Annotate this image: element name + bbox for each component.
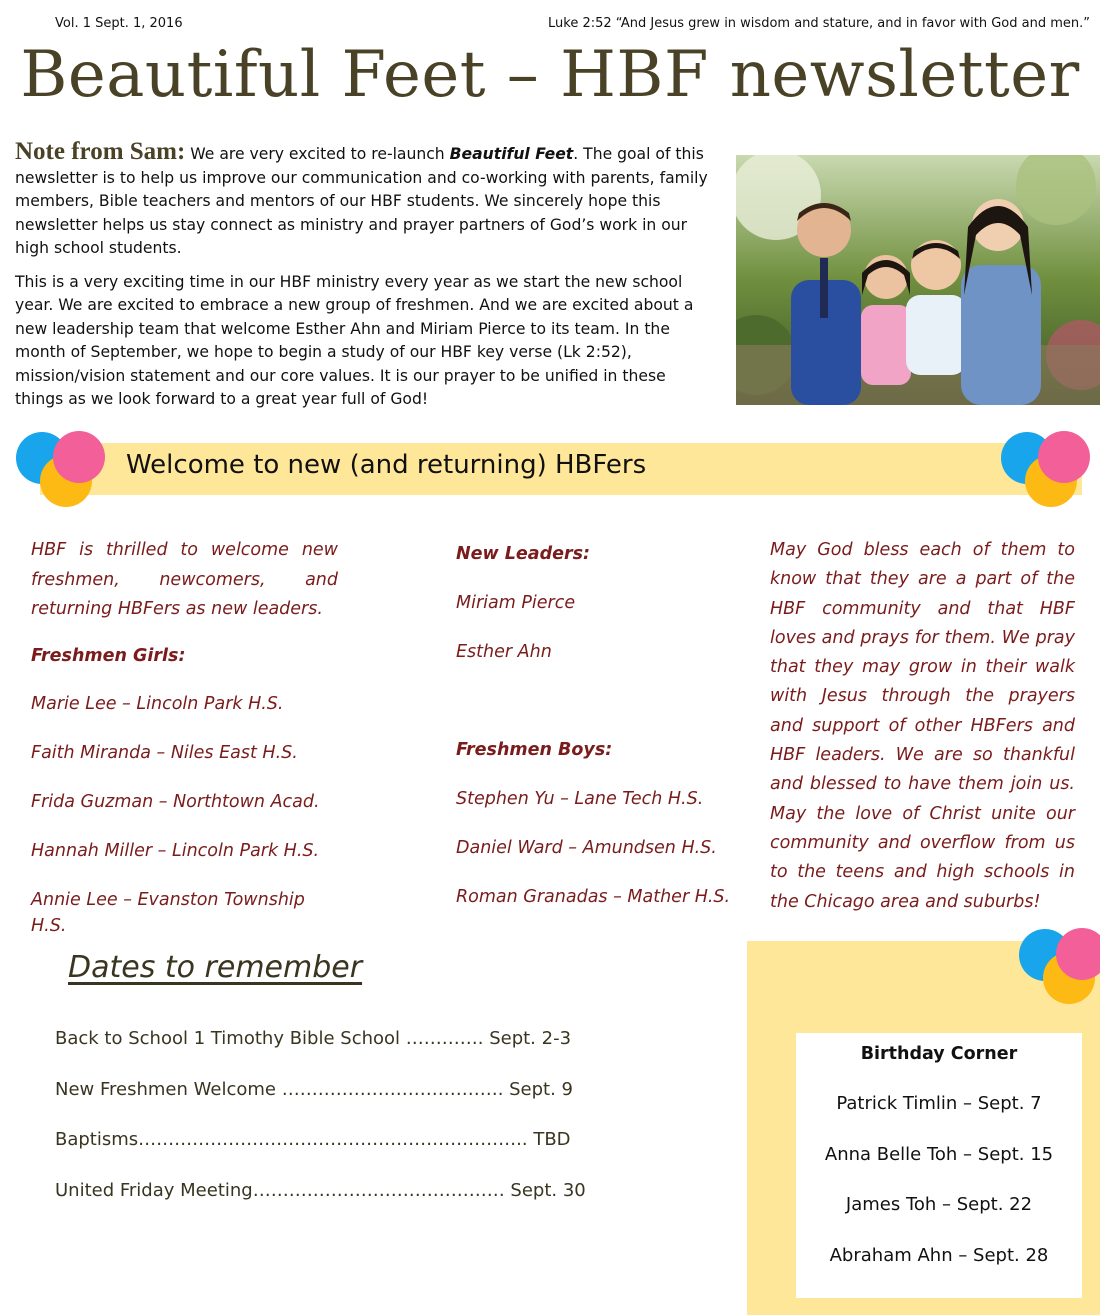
list-item: Roman Granadas – Mather H.S. <box>456 887 731 907</box>
note-heading: Note from Sam: <box>15 138 186 165</box>
date-item: Baptisms……………………………………………………….. TBD <box>55 1129 571 1150</box>
decorative-dot-pink <box>1056 928 1100 980</box>
newsletter-title: Beautiful Feet – HBF newsletter <box>20 38 1080 112</box>
date-item: Back to School 1 Timothy Bible School …………. Sept. 2-3 <box>55 1028 572 1049</box>
birthday-title: Birthday Corner <box>860 1044 1018 1064</box>
welcome-intro: HBF is thrilled to welcome new freshmen, newcomers, and returning HBFers as new leaders. <box>31 540 338 619</box>
list-item: Daniel Ward – Amundsen H.S. <box>456 838 717 858</box>
note-paragraph-2: This is a very exciting time in our HBF ministry every year as we start the new school year. We are excited to embrace a new group of freshmen. And we are excited about a new leadership team that welcome Esther Ahn and Miriam Pierce to its team. In the month of September, we hope to begin a study of our HBF key verse (Lk 2:52), mission/vision statement and our core values. It is our prayer to be unified in these things as we look forward to a great year full of God! <box>15 272 694 408</box>
list-item: Miriam Pierce <box>456 593 576 613</box>
list-item: Esther Ahn <box>456 642 552 662</box>
date-item: United Friday Meeting…………………………………… Sept. 30 <box>55 1179 586 1201</box>
list-item: Annie Lee – Evanston Township H.S. <box>31 889 305 936</box>
list-item: Hannah Miller – Lincoln Park H.S. <box>31 840 320 861</box>
dates-title: Dates to remember <box>68 950 363 985</box>
list-item: Faith Miranda – Niles East H.S. <box>31 742 298 763</box>
key-verse: Luke 2:52 “And Jesus grew in wisdom and stature, and in favor with God and men.” <box>548 16 1090 31</box>
note-text: We are very excited to re-launch <box>185 145 450 163</box>
dates-list <box>55 1028 586 1230</box>
welcome-blessing: May God bless each of them to know that they are a part of the HBF community and that HBF loves and prays for them. We pray that they may grow in their walk with Jesus through the prayers and support of other HBFers and HBF leaders. We are so thankful and blessed to have them join us. May the love of Christ unite our community and overflow from us to the teens and high schools in the Chicago area and suburbs! <box>770 540 1075 912</box>
boys-heading: Freshmen Boys: <box>456 740 613 760</box>
decorative-dot-pink <box>1038 431 1090 483</box>
birthday-item: Patrick Timlin – Sept. 7 <box>836 1093 1042 1114</box>
birthday-corner <box>796 1033 1082 1298</box>
family-photo-image <box>736 155 1100 405</box>
date-item: New Freshmen Welcome ………………………………. Sept. 9 <box>55 1078 574 1100</box>
note-section <box>15 140 715 422</box>
welcome-column-girls <box>31 536 338 939</box>
note-emphasis: Beautiful Feet <box>449 145 574 163</box>
list-item: Marie Lee – Lincoln Park H.S. <box>31 693 284 714</box>
list-item: Stephen Yu – Lane Tech H.S. <box>456 789 704 809</box>
welcome-banner-title: Welcome to new (and returning) HBFers <box>126 450 647 480</box>
list-item: Frida Guzman – Northtown Acad. <box>31 791 320 812</box>
girls-heading: Freshmen Girls: <box>31 645 186 666</box>
birthday-item: Abraham Ahn – Sept. 28 <box>829 1244 1049 1266</box>
note-paragraph-1 <box>15 140 715 261</box>
decorative-dot-pink <box>53 431 105 483</box>
birthday-item: Anna Belle Toh – Sept. 15 <box>824 1143 1054 1165</box>
welcome-column-leaders-boys <box>456 541 746 910</box>
family-photo <box>736 155 1100 405</box>
issue-date: Vol. 1 Sept. 1, 2016 <box>55 16 183 31</box>
note-text-cont: . The goal of this newsletter is to help us improve our communication and co-working with parents, family members, Bible teachers and mentors of our HBF students. We sincerely hope this newsletter helps us stay connect as ministry and prayer partners of God’s work in our high school students. <box>15 145 708 257</box>
birthday-item: James Toh – Sept. 22 <box>845 1194 1033 1216</box>
leaders-heading: New Leaders: <box>456 544 591 564</box>
